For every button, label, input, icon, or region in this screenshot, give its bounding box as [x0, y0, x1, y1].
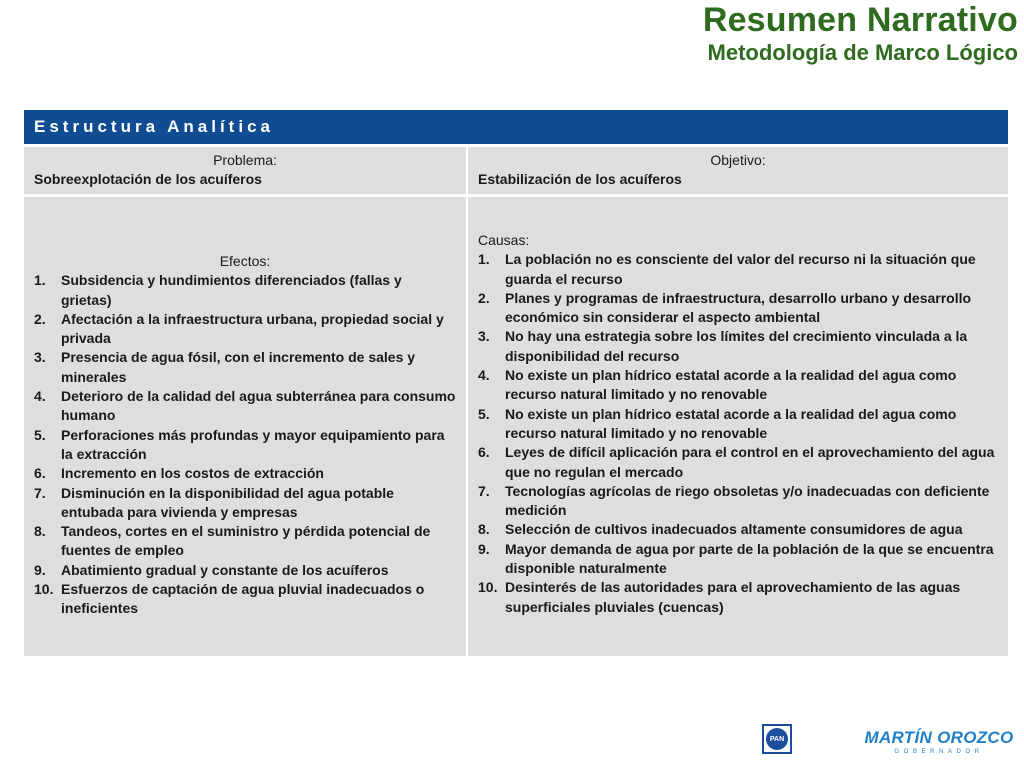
- item-text: Selección de cultivos inadecuados altamente consumidores de agua: [505, 521, 963, 538]
- list-item: [34, 348, 456, 387]
- list-item: [34, 464, 456, 483]
- item-text: Presencia de agua fósil, con el incremento de sales y minerales: [61, 349, 416, 385]
- item-text: Incremento en los costos de extracción: [61, 465, 324, 482]
- item-number: 1.: [478, 251, 490, 268]
- brand-role: GOBERNADOR: [894, 749, 984, 755]
- list-item: [478, 482, 998, 521]
- problem-label: Problema:: [213, 152, 277, 168]
- causes-cell: [468, 197, 1008, 656]
- objective-cell: [468, 147, 1008, 194]
- item-text: Abatimiento gradual y constante de los acuíferos: [61, 561, 389, 578]
- page-subtitle: Metodología de Marco Lógico: [707, 40, 1018, 65]
- list-item: [478, 520, 998, 539]
- item-text: No hay una estrategia sobre los límites del crecimiento vinculada a la disponibilidad del recurso: [505, 328, 968, 364]
- list-item: [478, 366, 998, 405]
- item-number: 4.: [478, 367, 490, 384]
- item-text: Deterioro de la calidad del agua subterránea para consumo humano: [61, 388, 456, 424]
- item-text: Disminución en la disponibilidad del agua potable entubada para vivienda y empresas: [61, 484, 394, 520]
- list-item: [478, 405, 998, 444]
- list-item: [34, 387, 456, 426]
- list-item: [34, 561, 456, 580]
- list-item: [478, 327, 998, 366]
- analytic-structure-table: [24, 110, 1008, 656]
- objective-value: Estabilización de los acuíferos: [478, 171, 682, 188]
- item-text: Planes y programas de infraestructura, desarrollo urbano y desarrollo económico sin considerar el aspecto ambiental: [505, 289, 972, 326]
- item-number: 6.: [478, 444, 490, 461]
- objective-label: Objetivo:: [710, 152, 766, 168]
- pan-logo-mark: PAN: [766, 728, 788, 750]
- effects-label: Efectos:: [219, 253, 271, 269]
- list-item: [34, 580, 456, 619]
- item-number: 9.: [478, 540, 490, 557]
- item-text: Leyes de difícil aplicación para el control en el aprovechamiento del agua que no regulan el mercado: [505, 444, 995, 480]
- problem-value: Sobreexplotación de los acuíferos: [34, 171, 262, 188]
- item-text: Perforaciones más profundas y mayor equipamiento para la extracción: [61, 426, 445, 462]
- list-item: [34, 310, 456, 349]
- list-item: [478, 443, 998, 482]
- effects-causes-row: [24, 197, 1008, 656]
- item-text: Afectación a la infraestructura urbana, propiedad social y privada: [61, 310, 444, 347]
- list-item: [34, 522, 456, 561]
- table-header: Estructura Analítica: [24, 110, 1008, 144]
- item-number: 3.: [478, 328, 490, 345]
- item-number: 9.: [34, 561, 46, 578]
- item-number: 2.: [34, 310, 46, 327]
- list-item: [478, 289, 998, 328]
- title-block: [703, 0, 1018, 66]
- causes-list: [478, 250, 998, 617]
- list-item: [478, 578, 998, 617]
- item-text: Tandeos, cortes en el suministro y pérdida potencial de fuentes de empleo: [61, 523, 431, 559]
- item-number: 10.: [34, 581, 54, 598]
- problem-objective-row: [24, 147, 1008, 194]
- brand-logo: [864, 728, 1014, 756]
- effects-list: [34, 271, 456, 618]
- causes-label: Causas:: [478, 232, 530, 248]
- item-number: 4.: [34, 388, 46, 405]
- item-number: 5.: [478, 405, 490, 422]
- item-number: 8.: [34, 523, 46, 540]
- item-text: No existe un plan hídrico estatal acorde a la realidad del agua como recurso natural limitado y no renovable: [505, 405, 957, 441]
- item-number: 7.: [34, 484, 46, 501]
- list-item: [34, 426, 456, 465]
- item-number: 10.: [478, 579, 498, 596]
- item-text: Esfuerzos de captación de agua pluvial inadecuados o ineficientes: [61, 581, 425, 617]
- item-number: 7.: [478, 482, 490, 499]
- item-text: Desinterés de las autoridades para el aprovechamiento de las aguas superficiales pluviales (cuencas): [505, 579, 961, 615]
- item-number: 3.: [34, 349, 46, 366]
- item-number: 8.: [478, 521, 490, 538]
- item-number: 2.: [478, 289, 490, 306]
- item-text: La población no es consciente del valor del recurso ni la situación que guarda el recurso: [505, 251, 976, 287]
- brand-name: MARTÍN OROZCO: [864, 728, 1014, 747]
- item-number: 1.: [34, 272, 46, 289]
- pan-logo: [762, 724, 792, 754]
- list-item: [34, 484, 456, 523]
- item-text: No existe un plan hídrico estatal acorde a la realidad del agua como recurso natural limitado y no renovable: [505, 367, 957, 403]
- item-number: 6.: [34, 465, 46, 482]
- list-item: [34, 271, 456, 310]
- item-text: Tecnologías agrícolas de riego obsoletas y/o inadecuadas con deficiente medición: [505, 482, 990, 519]
- page-title: Resumen Narrativo: [702, 1, 1018, 39]
- effects-cell: [24, 197, 466, 656]
- item-number: 5.: [34, 426, 46, 443]
- item-text: Subsidencia y hundimientos diferenciados (fallas y grietas): [61, 272, 402, 308]
- list-item: [478, 540, 998, 579]
- list-item: [478, 250, 998, 289]
- problem-cell: [24, 147, 466, 194]
- item-text: Mayor demanda de agua por parte de la población de la que se encuentra disponible naturalmente: [505, 540, 994, 577]
